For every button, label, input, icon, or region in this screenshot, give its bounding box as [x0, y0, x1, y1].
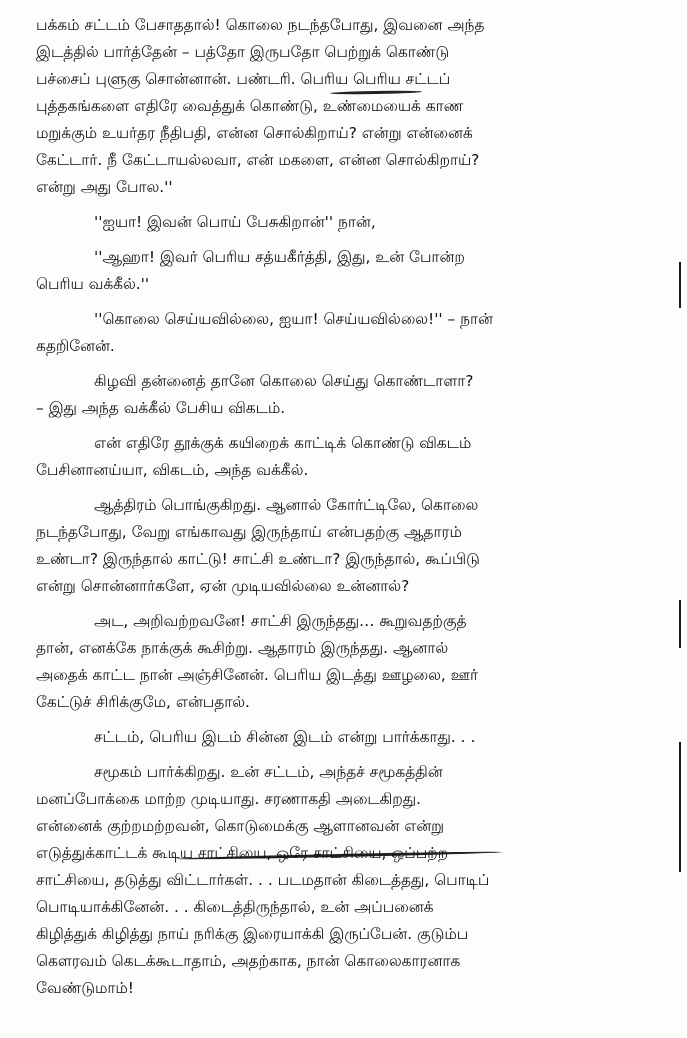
paragraph [36, 306, 666, 360]
text-line: பேசினானய்யா, விகடம், அந்த வக்கீல். [36, 461, 309, 479]
body-text [36, 12, 666, 1002]
paragraph [36, 724, 666, 751]
text-line: புத்தகங்களை எதிரே வைத்துக் கொண்டு, உண்மையைக் காண [36, 97, 464, 115]
text-line: பொடியாக்கினேன். . . கிடைத்திருந்தால், உன் அப்பனைக் [36, 898, 434, 916]
text-line: என் எதிரே தூக்குக் கயிறைக் காட்டிக் கொண்டு விகடம் [94, 434, 472, 452]
text-line: அதைக் காட்ட நான் அஞ்சினேன். பெரிய இடத்து ஊழலை, ஊர் [36, 666, 479, 684]
scan-edge-mark [679, 262, 681, 308]
text-line: ஆத்திரம் பொங்குகிறது. ஆனால் கோர்ட்டிலே, கொலை [94, 496, 479, 514]
paragraph [36, 759, 666, 1002]
text-line: ''ஐயா! இவன் பொய் பேசுகிறான்'' நான், [94, 213, 376, 231]
text-line: நடந்தபோது, வேறு எங்காவது இருந்தாய் என்பதற்கு ஆதாரம் [36, 523, 462, 541]
text-line: கிழித்துக் கிழித்து நாய் நரிக்கு இரையாக்கி இருப்பேன். குடும்ப [36, 925, 469, 943]
paragraph [36, 430, 666, 484]
text-line: மனப்போக்கை மாற்ற முடியாது. சரணாகதி அடைகிறது. [36, 790, 421, 808]
text-line: என்னைக் குற்றமற்றவன், கொடுமைக்கு ஆளானவன் என்று [36, 817, 445, 835]
paragraph [36, 209, 666, 236]
text-line: – இது அந்த வக்கீல் பேசிய விகடம். [36, 399, 286, 417]
text-line: ''ஆஹா! இவர் பெரிய சத்யகீர்த்தி, இது, உன் போன்ற [94, 248, 465, 266]
text-line: கேட்டுச் சிரிக்குமே, என்பதால். [36, 693, 250, 711]
text-line: மறுக்கும் உயர்தர நீதிபதி, என்ன சொல்கிறாய்? என்று என்னைக் [36, 124, 473, 142]
paragraph [36, 244, 666, 298]
text-line: கதறினேன். [36, 337, 115, 355]
paragraph [36, 12, 666, 201]
text-line: தான், எனக்கே நாக்குக் கூசிற்று. ஆதாரம் இருந்தது. ஆனால் [36, 639, 449, 657]
text-line: அட, அறிவற்றவனே! சாட்சி இருந்தது… கூறுவதற்குத் [94, 612, 467, 630]
text-line: எடுத்துக்காட்டக் கூடிய சாட்சியை, ஒரே சாட்சியை, ஒப்பற்ற [36, 844, 449, 862]
text-line: சாட்சியை, தடுத்து விட்டார்கள். . . படமதான் கிடைத்தது, பொடிப் [36, 871, 490, 889]
text-line: பக்கம் சட்டம் பேசாததால்! கொலை நடந்தபோது, இவனை அந்த [36, 16, 485, 34]
text-line: வேண்டுமாம்! [36, 979, 134, 997]
text-line: கிழவி தன்னைத் தானே கொலை செய்து கொண்டாளா? [94, 372, 474, 390]
text-line: ''கொலை செய்யவில்லை, ஐயா! செய்யவில்லை!'' – நான் [94, 310, 493, 328]
text-line: கேட்டார். நீ கேட்டாயல்லவா, என் மகளை, என்ன சொல்கிறாய்? [36, 151, 480, 169]
paragraph [36, 368, 666, 422]
paragraph [36, 492, 666, 600]
text-line: சமூகம் பார்க்கிறது. உன் சட்டம், அந்தச் சமூகத்தின் [94, 763, 443, 781]
text-line: உண்டா? இருந்தால் காட்டு! சாட்சி உண்டா? இருந்தால், கூப்பிடு [36, 550, 480, 568]
paragraph [36, 608, 666, 716]
text-line: என்று அது போல.'' [36, 178, 173, 196]
text-line: இடத்தில் பார்த்தேன் – பத்தோ இருபதோ பெற்றுக் கொண்டு [36, 43, 450, 61]
scan-edge-mark [679, 742, 681, 872]
text-line: கௌரவம் கெடக்கூடாதாம், அதற்காக, நான் கொலைகாரனாக [36, 952, 461, 970]
text-line: சட்டம், பெரிய இடம் சின்ன இடம் என்று பார்க்காது. . . [94, 728, 476, 746]
text-line: பெரிய வக்கீல்.'' [36, 275, 150, 293]
scan-edge-mark [679, 600, 681, 648]
text-line: என்று சொன்னார்களே, ஏன் முடியவில்லை உன்னால்? [36, 577, 410, 595]
text-line: பச்சைப் புளுகு சொன்னான். பண்டரி. பெரிய பெரிய சட்டப் [36, 70, 451, 88]
